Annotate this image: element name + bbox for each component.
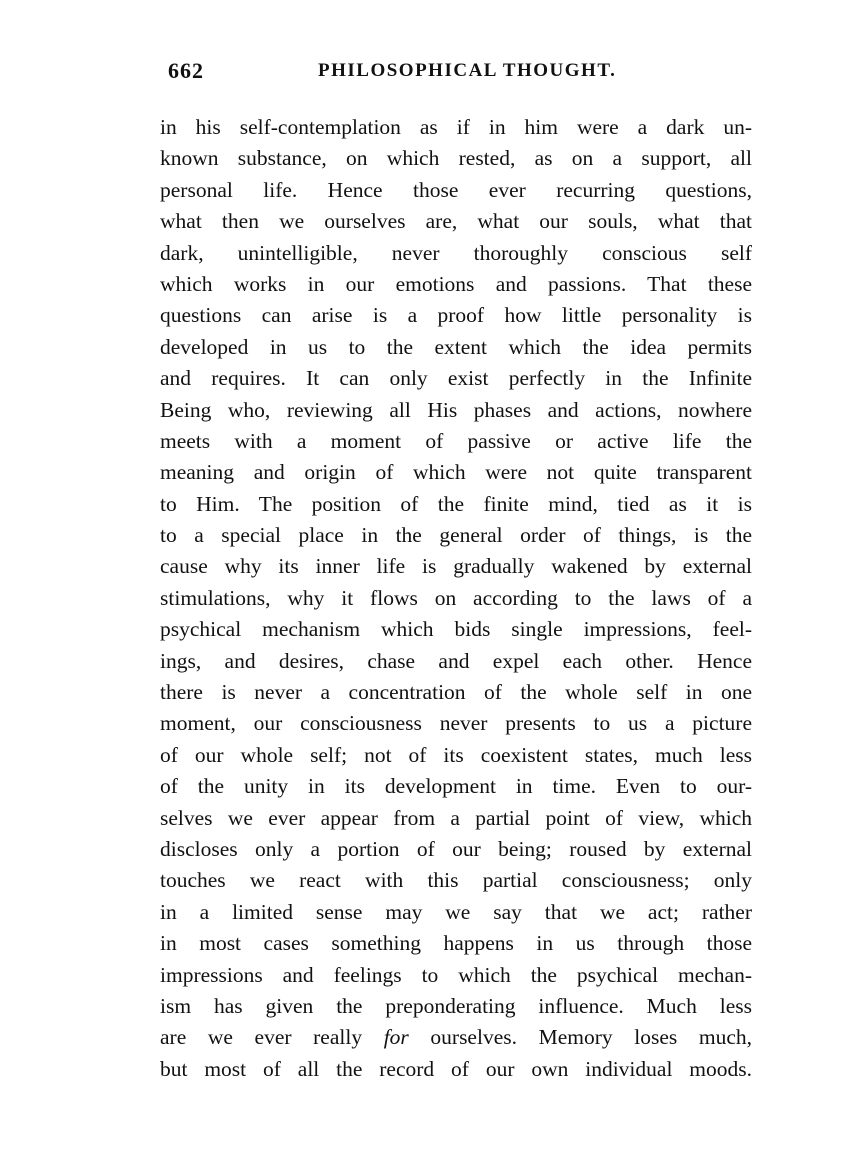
text-line: in most cases something happens in us through those [160, 931, 752, 956]
text-line: known substance, on which rested, as on a support, all [160, 146, 752, 171]
text-line: of our whole self; not of its coexistent states, much less [160, 742, 752, 767]
text-line: there is never a concentration of the whole self in one [160, 680, 752, 705]
text-line: in a limited sense may we say that we act; rather [160, 899, 752, 924]
text-line: touches we react with this partial consciousness; only [160, 868, 752, 893]
running-head [168, 58, 758, 90]
text-line: Being who, reviewing all His phases and actions, nowhere [160, 397, 752, 422]
text-line: selves we ever appear from a partial point of view, which [160, 805, 752, 830]
text-line: and requires. It can only exist perfectly in the Infinite [160, 366, 752, 391]
body-text [160, 112, 752, 1085]
text-line: of the unity in its development in time. Even to our- [160, 774, 752, 799]
page-number: 662 [168, 58, 204, 83]
text-line: developed in us to the extent which the idea permits [160, 334, 752, 359]
text-line: stimulations, why it flows on according to the laws of a [160, 585, 752, 610]
text-line: to Him. The position of the finite mind, tied as it is [160, 491, 752, 516]
text-segment: ourselves. Memory loses much, [408, 1025, 752, 1050]
text-line: discloses only a portion of our being; roused by external [160, 836, 752, 861]
italic-word: for [383, 1025, 409, 1050]
text-line: dark, unintelligible, never thoroughly conscious self [160, 240, 752, 265]
text-line: questions can arise is a proof how little personality is [160, 303, 752, 328]
text-line: ings, and desires, chase and expel each other. Hence [160, 648, 752, 673]
text-line: in his self-contemplation as if in him were a dark un- [160, 115, 752, 139]
text-line: ism has given the preponderating influence. Much less [160, 993, 752, 1018]
text-line: but most of all the record of our own individual moods. [160, 1056, 752, 1081]
text-line: cause why its inner life is gradually wakened by external [160, 554, 752, 579]
text-line: meets with a moment of passive or active life the [160, 428, 752, 453]
text-segment: are we ever really [160, 1025, 384, 1050]
text-line: meaning and origin of which were not quite transparent [160, 460, 752, 485]
text-line: personal life. Hence those ever recurring questions, [160, 177, 752, 202]
text-line: to a special place in the general order of things, is the [160, 523, 752, 548]
text-line: psychical mechanism which bids single impressions, feel- [160, 617, 752, 642]
text-line: impressions and feelings to which the psychical mechan- [160, 962, 752, 987]
text-line: what then we ourselves are, what our souls, what that [160, 209, 752, 234]
text-line: which works in our emotions and passions. That these [160, 271, 752, 296]
text-line-with-italic [160, 1022, 752, 1053]
running-title: PHILOSOPHICAL THOUGHT. [318, 60, 617, 81]
text-line: moment, our consciousness never presents to us a picture [160, 711, 752, 736]
